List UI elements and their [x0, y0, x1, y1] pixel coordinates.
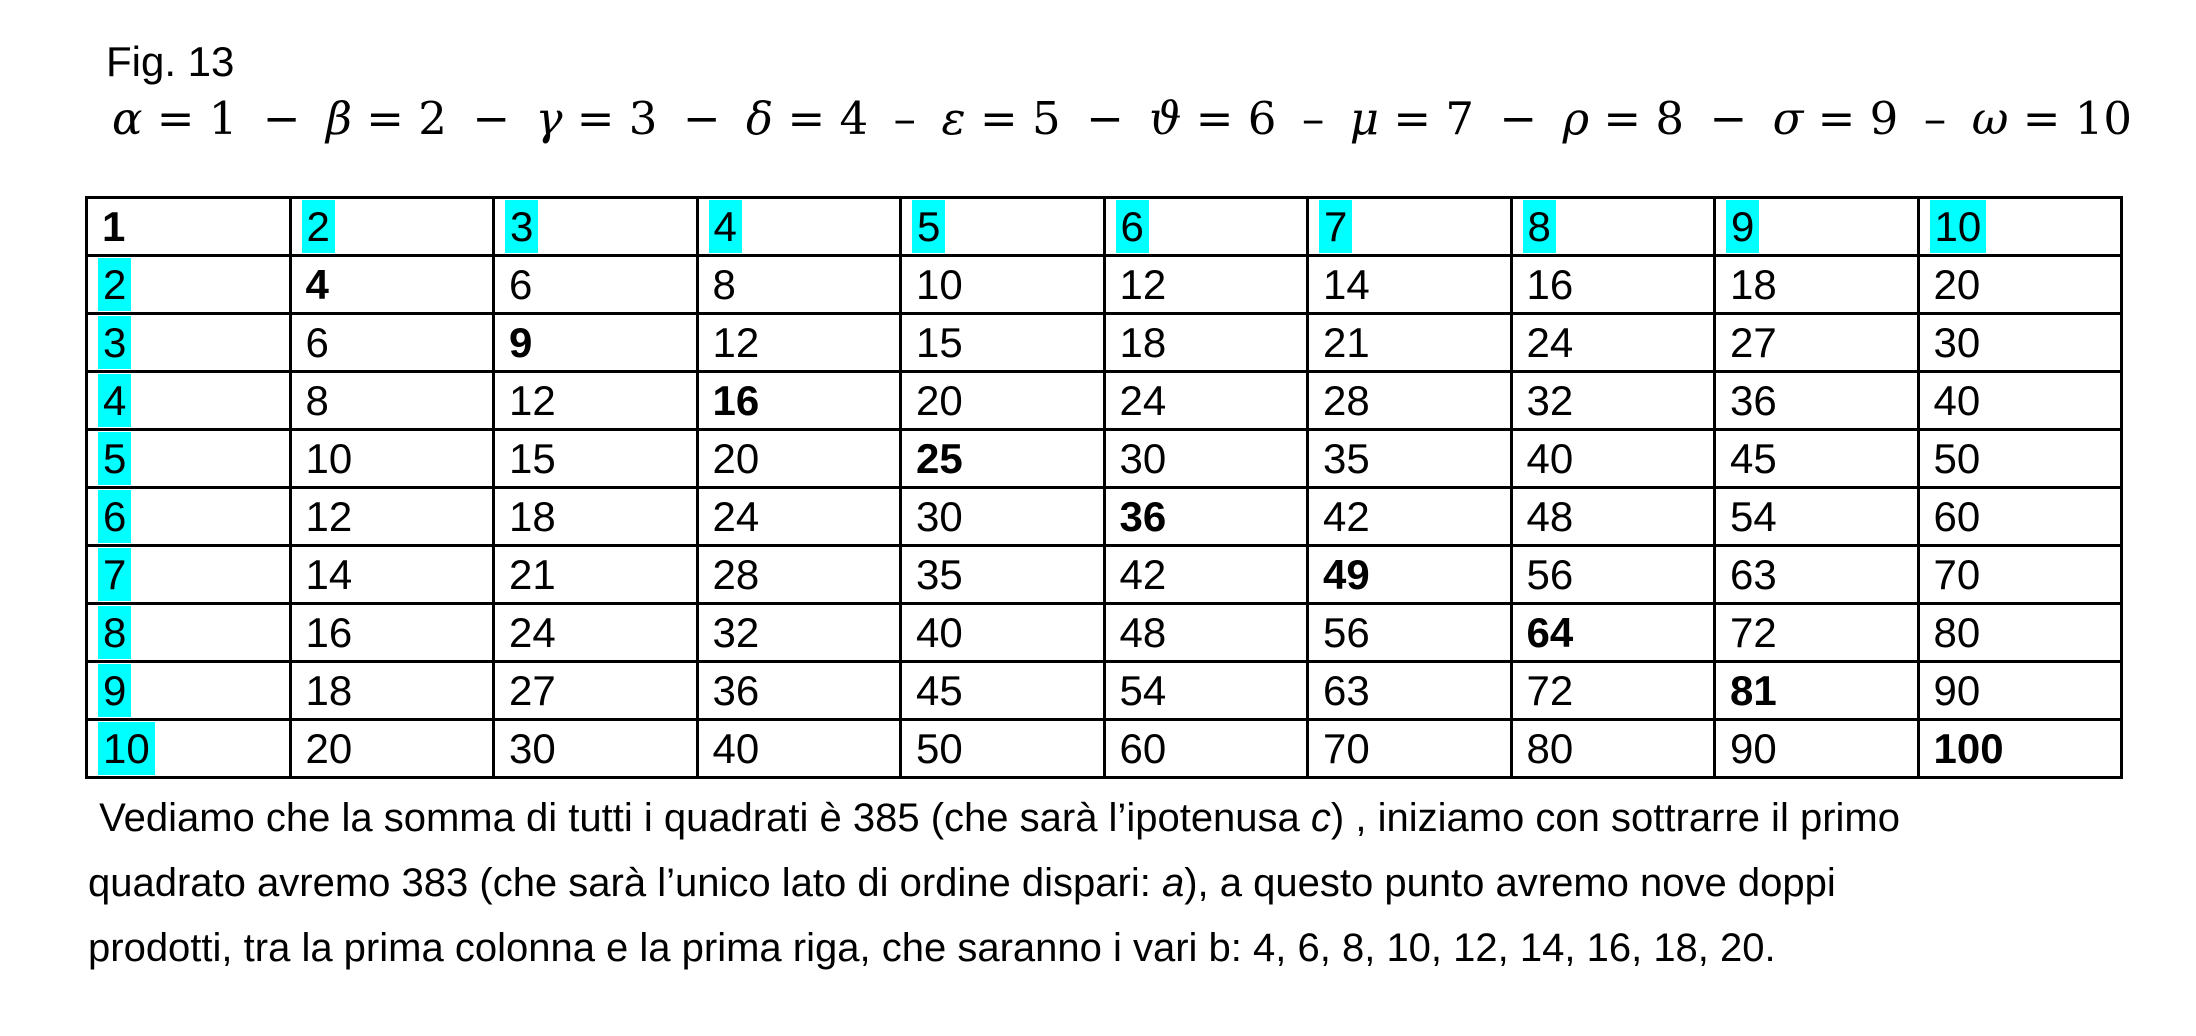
cell-value: 36 — [1730, 376, 1777, 424]
table-cell — [1511, 604, 1715, 662]
table-cell — [290, 662, 494, 720]
table-cell — [1511, 430, 1715, 488]
table-cell — [901, 430, 1105, 488]
cell-value: 56 — [1526, 550, 1574, 598]
legend-separator: – — [1923, 92, 1947, 145]
table-cell — [1715, 430, 1919, 488]
table-cell — [494, 198, 698, 256]
cell-value: 7 — [1319, 200, 1352, 253]
table-cell — [1308, 662, 1512, 720]
cell-value: 15 — [509, 434, 556, 482]
table-cell — [290, 314, 494, 372]
legend-value: = 9 — [1803, 92, 1899, 145]
table-cell — [87, 314, 291, 372]
cell-value: 40 — [1933, 376, 1981, 424]
cell-value: 45 — [916, 666, 963, 714]
table-cell — [901, 314, 1105, 372]
cell-value: 35 — [916, 550, 963, 598]
table-cell — [901, 546, 1105, 604]
legend-item — [536, 92, 658, 145]
table-cell — [1715, 488, 1919, 546]
cell-value: 2 — [98, 258, 131, 311]
table-row — [87, 546, 2122, 604]
table-cell — [1918, 604, 2122, 662]
table-cell — [1104, 488, 1308, 546]
table-cell — [1308, 604, 1512, 662]
table-cell — [1511, 372, 1715, 430]
line2-variable-a: a — [1161, 861, 1185, 905]
table-cell — [1308, 720, 1512, 778]
cell-value: 6 — [509, 260, 533, 308]
legend-separator: − — [472, 92, 511, 145]
table-cell — [1918, 256, 2122, 314]
table-cell — [494, 662, 698, 720]
cell-value: 45 — [1730, 434, 1777, 482]
greek-letter: ε — [941, 92, 966, 145]
cell-value: 35 — [1323, 434, 1370, 482]
table-cell — [697, 314, 901, 372]
table-cell — [1715, 198, 1919, 256]
table-row — [87, 430, 2122, 488]
legend-separator: − — [1499, 92, 1538, 145]
legend-value: = 1 — [142, 92, 238, 145]
legend-value: = 7 — [1379, 92, 1474, 145]
cell-value: 56 — [1323, 608, 1370, 656]
table-cell — [494, 314, 698, 372]
table-cell — [1308, 256, 1512, 314]
cell-value: 24 — [1526, 318, 1574, 366]
table-cell — [1715, 256, 1919, 314]
greek-legend — [112, 92, 2132, 145]
cell-value: 90 — [1730, 724, 1777, 772]
cell-value: 20 — [1933, 260, 1981, 308]
table-row — [87, 662, 2122, 720]
table-cell — [1511, 314, 1715, 372]
line2-text-post: ), a questo punto avremo nove doppi — [1184, 861, 1836, 905]
table-cell — [1715, 546, 1919, 604]
cell-value: 20 — [305, 724, 353, 772]
table-cell — [901, 256, 1105, 314]
table-cell — [1715, 662, 1919, 720]
cell-value: 54 — [1119, 666, 1167, 714]
cell-value: 27 — [1730, 318, 1777, 366]
cell-value: 14 — [305, 550, 353, 598]
cell-value: 49 — [1323, 550, 1370, 598]
line3-text: prodotti, tra la prima colonna e la prima riga, che saranno i vari b: 4, 6, 8, 10, 12, 14, 16, 18, 20. — [88, 926, 1776, 970]
cell-value: 8 — [305, 376, 329, 424]
legend-item — [1350, 92, 1474, 145]
table-cell — [1104, 314, 1308, 372]
table-cell — [1104, 546, 1308, 604]
cell-value: 28 — [1323, 376, 1370, 424]
table-cell — [1918, 662, 2122, 720]
table-cell — [290, 256, 494, 314]
table-row — [87, 314, 2122, 372]
cell-value: 36 — [712, 666, 760, 714]
table-cell — [1918, 546, 2122, 604]
table-cell — [290, 546, 494, 604]
table-cell — [87, 256, 291, 314]
cell-value: 70 — [1933, 550, 1981, 598]
cell-value: 4 — [709, 200, 742, 253]
table-cell — [1511, 662, 1715, 720]
legend-value: = 5 — [965, 92, 1061, 145]
paragraph-line-3 — [88, 916, 1900, 981]
table-row — [87, 720, 2122, 778]
cell-value: 16 — [1526, 260, 1574, 308]
line1-variable-c: c — [1310, 796, 1331, 840]
table-cell — [697, 546, 901, 604]
cell-value: 18 — [1119, 318, 1167, 366]
cell-value: 72 — [1526, 666, 1574, 714]
table-row — [87, 488, 2122, 546]
line2-text-pre: quadrato avremo 383 (che sarà l’unico lato di ordine dispari: — [88, 861, 1162, 905]
cell-value: 30 — [916, 492, 963, 540]
cell-value: 40 — [916, 608, 963, 656]
table-cell — [1918, 314, 2122, 372]
legend-item — [1773, 92, 1899, 145]
table-cell — [494, 430, 698, 488]
cell-value: 14 — [1323, 260, 1370, 308]
cell-value: 80 — [1526, 724, 1574, 772]
table-cell — [1715, 604, 1919, 662]
legend-value: = 6 — [1181, 92, 1277, 145]
table-cell — [901, 720, 1105, 778]
table-cell — [494, 720, 698, 778]
table-cell — [697, 256, 901, 314]
cell-value: 72 — [1730, 608, 1777, 656]
legend-item — [746, 92, 868, 145]
table-cell — [697, 488, 901, 546]
table-cell — [697, 430, 901, 488]
cell-value: 50 — [1933, 434, 1981, 482]
legend-value: = 2 — [351, 92, 447, 145]
table-cell — [290, 198, 494, 256]
table-cell — [1104, 604, 1308, 662]
table-cell — [1308, 198, 1512, 256]
cell-value: 8 — [712, 260, 736, 308]
greek-letter: σ — [1772, 92, 1804, 145]
cell-value: 5 — [912, 200, 945, 253]
cell-value: 50 — [916, 724, 963, 772]
table-cell — [1104, 720, 1308, 778]
paragraph-line-2 — [88, 851, 1900, 916]
cell-value: 63 — [1323, 666, 1370, 714]
cell-value: 21 — [1323, 318, 1370, 366]
cell-value: 10 — [98, 722, 155, 775]
legend-separator: − — [262, 92, 301, 145]
table-cell — [697, 604, 901, 662]
table-cell — [697, 372, 901, 430]
cell-value: 6 — [98, 490, 131, 543]
cell-value: 20 — [712, 434, 760, 482]
cell-value: 15 — [916, 318, 963, 366]
table-cell — [290, 488, 494, 546]
cell-value: 7 — [98, 548, 131, 601]
multiplication-table-body — [87, 198, 2122, 778]
cell-value: 90 — [1933, 666, 1981, 714]
legend-item — [1149, 92, 1276, 145]
table-cell — [290, 604, 494, 662]
cell-value: 40 — [712, 724, 760, 772]
table-cell — [290, 372, 494, 430]
table-row — [87, 604, 2122, 662]
cell-value: 80 — [1933, 608, 1981, 656]
cell-value: 63 — [1730, 550, 1777, 598]
table-row — [87, 372, 2122, 430]
cell-value: 30 — [1119, 434, 1167, 482]
cell-value: 25 — [916, 434, 963, 482]
cell-value: 16 — [305, 608, 353, 656]
table-cell — [1918, 198, 2122, 256]
cell-value: 60 — [1119, 724, 1167, 772]
cell-value: 30 — [509, 724, 556, 772]
table-cell — [1308, 430, 1512, 488]
table-cell — [697, 198, 901, 256]
legend-value: = 4 — [773, 92, 869, 145]
cell-value: 12 — [712, 318, 760, 366]
cell-value: 10 — [1930, 200, 1987, 253]
cell-value: 21 — [509, 550, 556, 598]
table-cell — [494, 546, 698, 604]
table-cell — [1308, 372, 1512, 430]
table-cell — [494, 256, 698, 314]
cell-value: 24 — [509, 608, 556, 656]
table-cell — [1918, 372, 2122, 430]
table-cell — [1308, 314, 1512, 372]
table-row — [87, 256, 2122, 314]
cell-value: 32 — [712, 608, 760, 656]
cell-value: 28 — [712, 550, 760, 598]
cell-value: 3 — [98, 316, 131, 369]
table-cell — [901, 198, 1105, 256]
greek-letter: α — [112, 92, 143, 145]
table-row — [87, 198, 2122, 256]
table-cell — [1715, 372, 1919, 430]
greek-letter: ϑ — [1149, 92, 1182, 145]
table-cell — [494, 604, 698, 662]
legend-value: = 3 — [562, 92, 658, 145]
cell-value: 30 — [1933, 318, 1981, 366]
cell-value: 42 — [1323, 492, 1370, 540]
table-cell — [1104, 430, 1308, 488]
line1-text-pre: Vediamo che la somma di tutti i quadrati è 385 (che sarà l’ipotenusa — [88, 796, 1311, 840]
table-cell — [87, 430, 291, 488]
legend-item — [326, 92, 447, 145]
cell-value: 9 — [509, 318, 533, 366]
table-cell — [697, 662, 901, 720]
table-cell — [1104, 372, 1308, 430]
cell-value: 2 — [302, 200, 335, 253]
cell-value: 24 — [712, 492, 760, 540]
table-cell — [697, 720, 901, 778]
table-cell — [1104, 198, 1308, 256]
cell-value: 100 — [1933, 724, 2004, 772]
table-cell — [1104, 662, 1308, 720]
legend-item — [942, 92, 1061, 145]
table-cell — [901, 662, 1105, 720]
table-cell — [1511, 488, 1715, 546]
cell-value: 27 — [509, 666, 556, 714]
legend-separator: – — [893, 92, 917, 145]
legend-value: = 10 — [2008, 92, 2132, 145]
table-cell — [87, 488, 291, 546]
table-cell — [1918, 488, 2122, 546]
cell-value: 12 — [1119, 260, 1167, 308]
table-cell — [1511, 198, 1715, 256]
cell-value: 10 — [916, 260, 963, 308]
legend-item — [1972, 92, 2132, 145]
table-cell — [1715, 314, 1919, 372]
cell-value: 8 — [98, 606, 131, 659]
greek-letter: ω — [1971, 92, 2009, 145]
cell-value: 48 — [1119, 608, 1167, 656]
legend-separator: − — [1709, 92, 1748, 145]
cell-value: 18 — [1730, 260, 1777, 308]
table-cell — [1308, 546, 1512, 604]
cell-value: 36 — [1119, 492, 1167, 540]
table-cell — [1511, 546, 1715, 604]
legend-item — [112, 92, 237, 145]
greek-letter: μ — [1349, 92, 1380, 145]
legend-separator: − — [682, 92, 721, 145]
cell-value: 4 — [305, 260, 329, 308]
cell-value: 16 — [712, 376, 760, 424]
cell-value: 48 — [1526, 492, 1574, 540]
cell-value: 20 — [916, 376, 963, 424]
table-cell — [290, 720, 494, 778]
cell-value: 24 — [1119, 376, 1167, 424]
greek-letter: γ — [535, 92, 563, 145]
cell-value: 10 — [305, 434, 353, 482]
cell-value: 32 — [1526, 376, 1574, 424]
figure-label: Fig. 13 — [106, 38, 235, 85]
table-cell — [1308, 488, 1512, 546]
table-cell — [87, 604, 291, 662]
table-cell — [494, 372, 698, 430]
table-cell — [901, 372, 1105, 430]
cell-value: 6 — [1116, 200, 1149, 253]
greek-letter: ρ — [1562, 92, 1590, 145]
cell-value: 3 — [505, 200, 538, 253]
cell-value: 4 — [98, 374, 131, 427]
cell-value: 9 — [1726, 200, 1759, 253]
cell-value: 64 — [1526, 608, 1574, 656]
table-cell — [1511, 720, 1715, 778]
cell-value: 9 — [98, 664, 131, 717]
table-cell — [1104, 256, 1308, 314]
greek-letter: δ — [746, 92, 774, 145]
table-cell — [87, 372, 291, 430]
cell-value: 18 — [305, 666, 353, 714]
cell-value: 5 — [98, 432, 131, 485]
legend-separator: – — [1301, 92, 1325, 145]
cell-value: 12 — [305, 492, 353, 540]
legend-separator: − — [1086, 92, 1124, 145]
cell-value: 1 — [102, 202, 126, 250]
table-cell — [901, 488, 1105, 546]
table-cell — [1511, 256, 1715, 314]
legend-value: = 8 — [1589, 92, 1685, 145]
cell-value: 60 — [1933, 492, 1981, 540]
table-cell — [290, 430, 494, 488]
table-cell — [901, 604, 1105, 662]
cell-value: 18 — [509, 492, 556, 540]
table-cell — [494, 488, 698, 546]
table-cell — [87, 198, 291, 256]
table-cell — [87, 662, 291, 720]
greek-letter: β — [325, 92, 352, 145]
table-cell — [1918, 430, 2122, 488]
legend-item — [1563, 92, 1684, 145]
multiplication-table — [85, 196, 2123, 779]
table-cell — [87, 720, 291, 778]
table-cell — [1715, 720, 1919, 778]
table-cell — [1918, 720, 2122, 778]
cell-value: 6 — [305, 318, 329, 366]
cell-value: 54 — [1730, 492, 1777, 540]
cell-value: 8 — [1523, 200, 1556, 253]
cell-value: 40 — [1526, 434, 1574, 482]
caption-paragraph — [88, 786, 1900, 981]
table-cell — [87, 546, 291, 604]
paragraph-line-1 — [88, 786, 1900, 851]
cell-value: 70 — [1323, 724, 1370, 772]
cell-value: 81 — [1730, 666, 1777, 714]
cell-value: 12 — [509, 376, 556, 424]
line1-text-post: ) , iniziamo con sottrarre il primo — [1330, 796, 1900, 840]
cell-value: 42 — [1119, 550, 1167, 598]
